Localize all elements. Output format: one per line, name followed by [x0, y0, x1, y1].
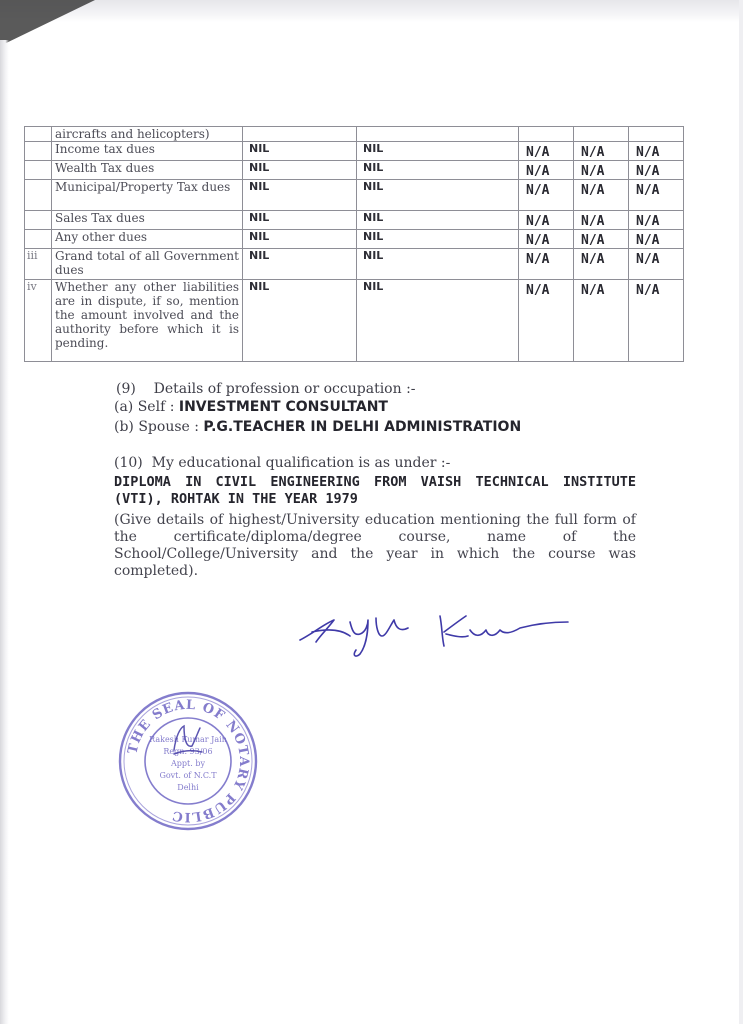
- table-cell-c1: N/A: [519, 142, 574, 161]
- table-cell-num: [25, 180, 52, 211]
- table-cell-self: NIL: [243, 230, 357, 249]
- table-cell-c2: N/A: [574, 249, 629, 280]
- table-cell-spouse: NIL: [357, 211, 519, 230]
- table-cell-num: [25, 127, 52, 142]
- seal-line-1: Rakesh Kumar Jain: [149, 735, 227, 744]
- seal-line-4: Govt. of N.C.T: [159, 771, 217, 780]
- table-cell-num: [25, 161, 52, 180]
- self-occupation: INVESTMENT CONSULTANT: [178, 399, 388, 415]
- seal-line-3: Appt. by: [171, 759, 205, 768]
- table-cell-spouse: NIL: [357, 161, 519, 180]
- table-cell-c3: N/A: [629, 161, 684, 180]
- seal-line-2: Regn. 93/06: [163, 747, 213, 756]
- table-cell-desc: aircrafts and helicopters): [52, 127, 243, 142]
- self-label: (a) Self :: [114, 399, 179, 415]
- spouse-occupation: P.G.TEACHER IN DELHI ADMINISTRATION: [203, 419, 522, 435]
- table-cell-c3: N/A: [629, 249, 684, 280]
- table-row: [25, 142, 684, 161]
- table-cell-c2: N/A: [574, 161, 629, 180]
- table-cell-desc: Wealth Tax dues: [52, 161, 243, 180]
- table-cell-self: NIL: [243, 211, 357, 230]
- table-cell-spouse: NIL: [357, 249, 519, 280]
- table-cell-desc: Whether any other liabilities are in dispute, if so, mention the amount involved and the authority before which it is pending.: [52, 280, 243, 362]
- table-cell-c1: N/A: [519, 280, 574, 362]
- spouse-label: (b) Spouse :: [114, 419, 204, 435]
- scan-top-edge: [0, 0, 743, 22]
- table-cell-spouse: NIL: [357, 230, 519, 249]
- table-cell-c2: N/A: [574, 280, 629, 362]
- scan-right-edge: [739, 0, 743, 1024]
- table-cell-c2: [574, 127, 629, 142]
- seal-ring-text: THE SEAL OF NOTARY PUBLIC: [125, 697, 252, 825]
- table-cell-desc: Municipal/Property Tax dues: [52, 180, 243, 211]
- scan-left-edge: [0, 40, 9, 1024]
- table-cell-self: NIL: [243, 142, 357, 161]
- scan-folded-corner: [0, 0, 95, 46]
- section-10-heading: (10) My educational qualification is as under :-: [114, 455, 451, 471]
- table-row: [25, 280, 684, 362]
- table-row: [25, 211, 684, 230]
- qualification-instructions: (Give details of highest/University education mentioning the full form of the certificate/diploma/degree course, name of the School/College/University and the year in which the course was completed).: [114, 512, 636, 579]
- table-cell-c1: N/A: [519, 249, 574, 280]
- table-cell-desc: Grand total of all Government dues: [52, 249, 243, 280]
- table-row: [25, 249, 684, 280]
- table-cell-num: iii: [25, 249, 52, 280]
- table-cell-spouse: NIL: [357, 280, 519, 362]
- table-cell-num: [25, 142, 52, 161]
- table-cell-desc: Any other dues: [52, 230, 243, 249]
- table-cell-self: NIL: [243, 180, 357, 211]
- table-cell-c3: N/A: [629, 211, 684, 230]
- table-cell-c1: N/A: [519, 211, 574, 230]
- spouse-occupation-line: [114, 418, 521, 436]
- table-cell-c1: N/A: [519, 161, 574, 180]
- table-cell-desc: Sales Tax dues: [52, 211, 243, 230]
- table-cell-c3: N/A: [629, 180, 684, 211]
- qualification-text: DIPLOMA IN CIVIL ENGINEERING FROM VAISH TECHNICAL INSTITUTE (VTI), ROHTAK IN THE YEAR 1979: [114, 474, 636, 507]
- table-row: [25, 230, 684, 249]
- table-cell-c1: N/A: [519, 230, 574, 249]
- seal-line-5: Delhi: [177, 783, 199, 792]
- section-9-heading: (9) Details of profession or occupation :-: [116, 381, 416, 397]
- table-cell-num: [25, 230, 52, 249]
- table-cell-desc: Income tax dues: [52, 142, 243, 161]
- table-cell-c1: [519, 127, 574, 142]
- table-cell-num: iv: [25, 280, 52, 362]
- table-cell-c2: N/A: [574, 180, 629, 211]
- table-cell-self: NIL: [243, 161, 357, 180]
- table-cell-spouse: NIL: [357, 142, 519, 161]
- table-cell-c3: N/A: [629, 280, 684, 362]
- table-cell-self: [243, 127, 357, 142]
- table-cell-c2: N/A: [574, 211, 629, 230]
- table-row: [25, 161, 684, 180]
- table-row: [25, 127, 684, 142]
- liabilities-table: [24, 126, 684, 362]
- table-cell-c3: [629, 127, 684, 142]
- table-cell-self: NIL: [243, 249, 357, 280]
- table-cell-self: NIL: [243, 280, 357, 362]
- table-cell-c3: N/A: [629, 142, 684, 161]
- notary-seal-stamp: [114, 688, 262, 834]
- self-occupation-line: [114, 398, 388, 416]
- table-cell-spouse: NIL: [357, 180, 519, 211]
- table-cell-c2: N/A: [574, 230, 629, 249]
- signature-image: [290, 596, 580, 666]
- table-cell-spouse: [357, 127, 519, 142]
- table-cell-c1: N/A: [519, 180, 574, 211]
- table-cell-c3: N/A: [629, 230, 684, 249]
- table-row: [25, 180, 684, 211]
- table-cell-c2: N/A: [574, 142, 629, 161]
- table-cell-num: [25, 211, 52, 230]
